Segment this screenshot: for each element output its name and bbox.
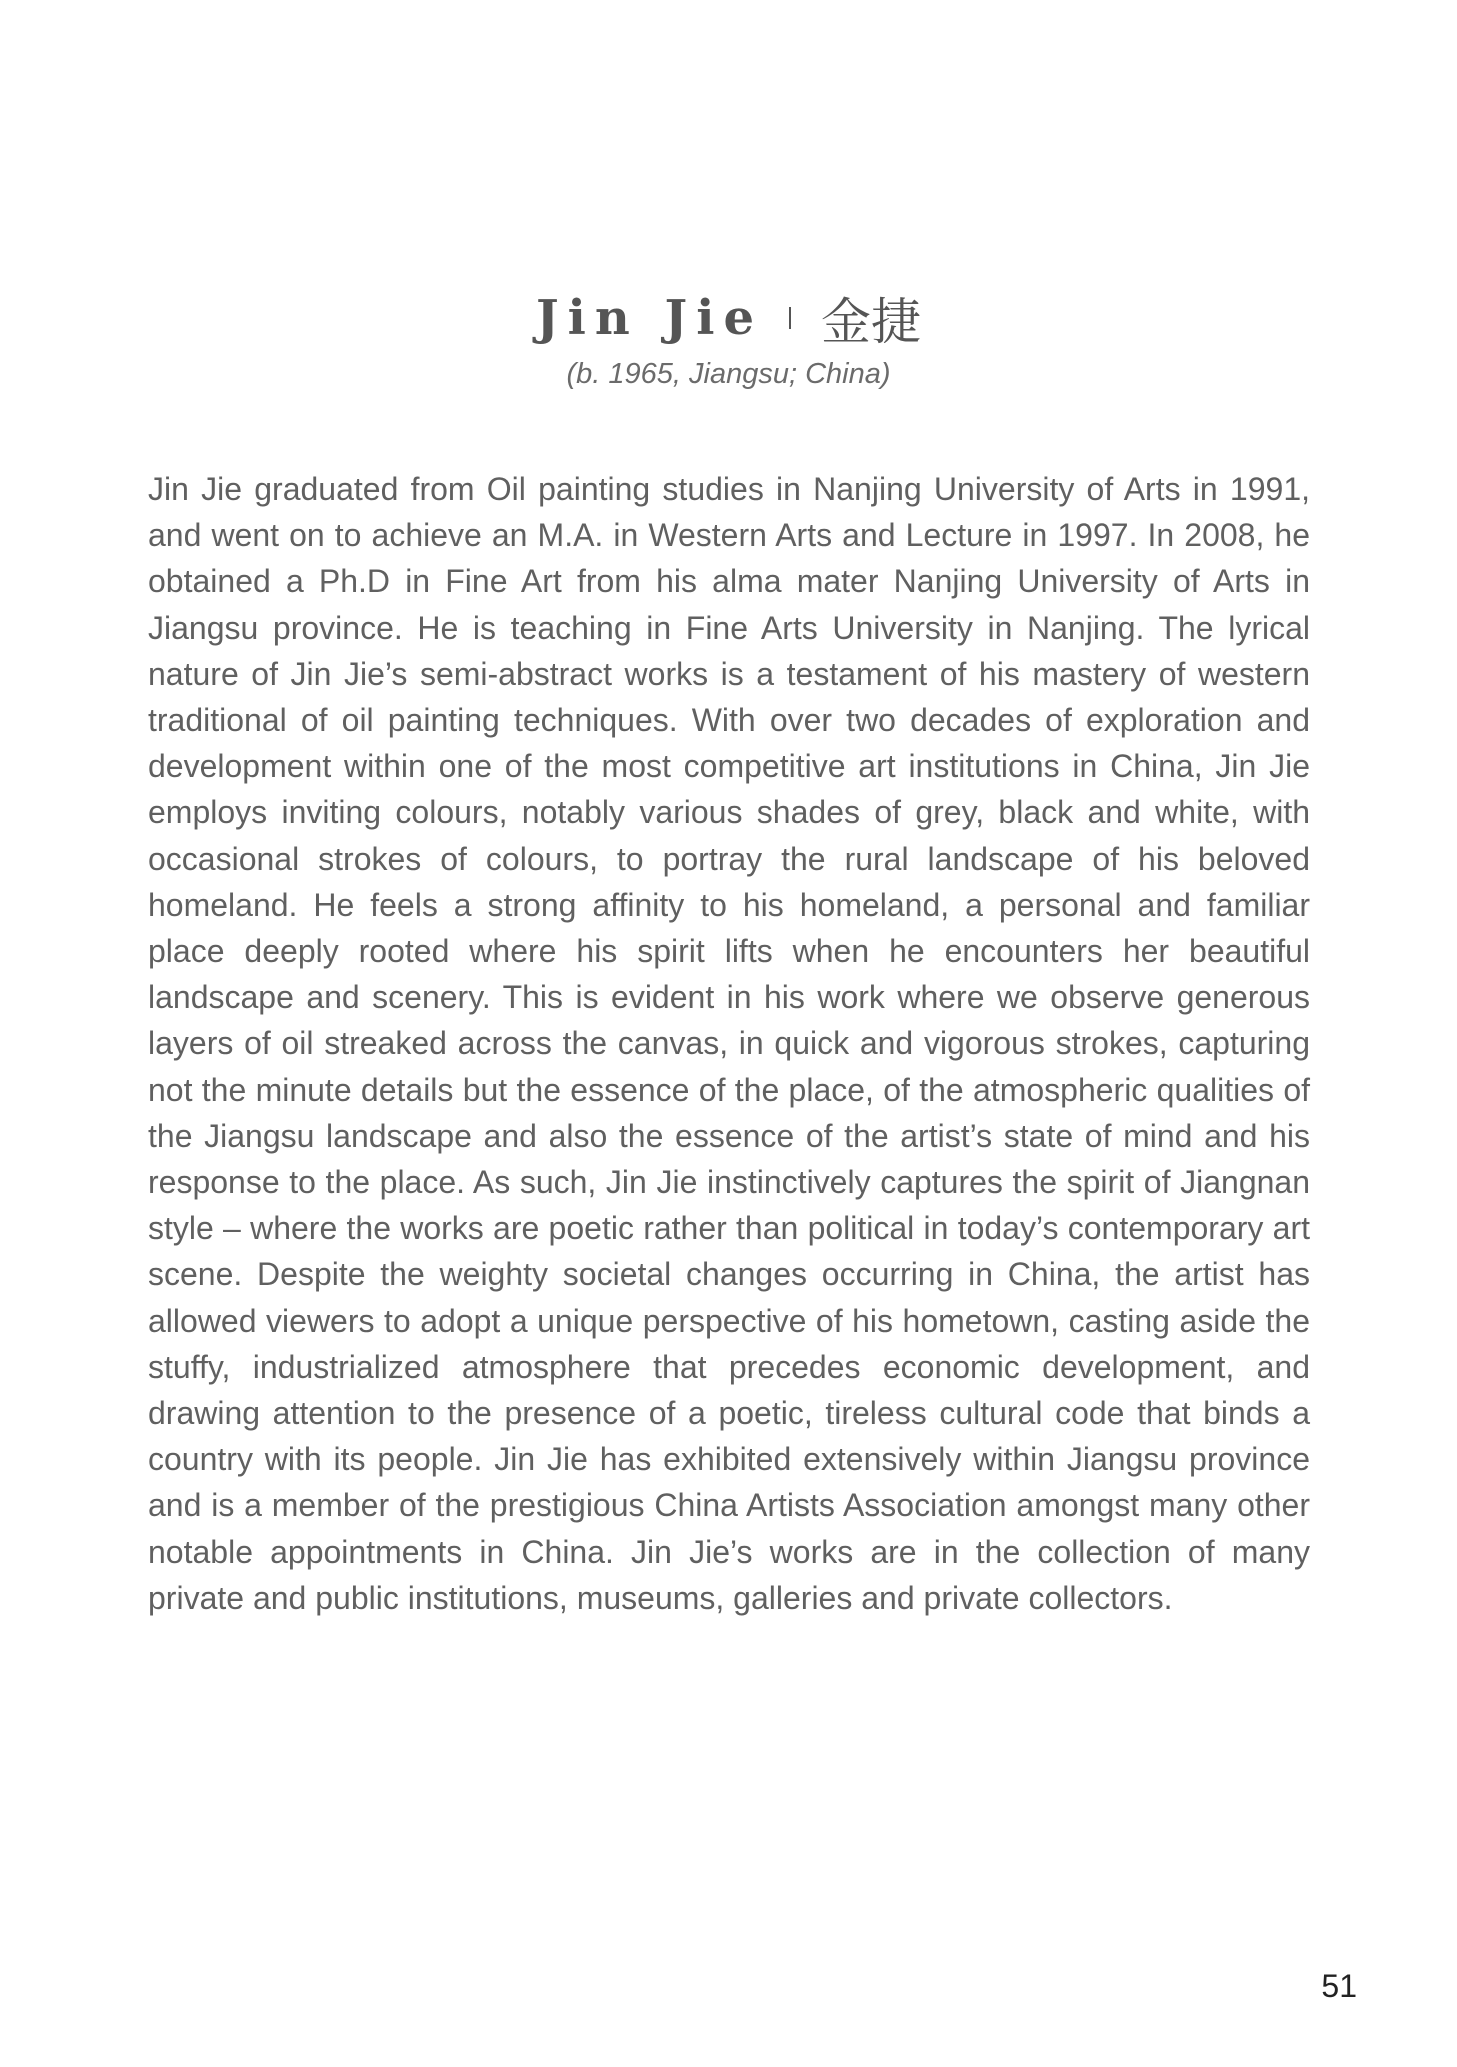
artist-chinese-name: 金捷 <box>821 293 922 351</box>
artist-biography: Jin Jie graduated from Oil painting studies in Nanjing University of Arts in 1991, and went on to achieve an M.A. in Western Arts and Lecture in 1997. In 2008, he obtained a Ph.D in Fine Art from his alma mater Nanjing University of Arts in Jiangsu province. He is teaching in Fine Arts University in Nanjing. The lyrical nature of Jin Jie’s semi-abstract works is a testament of his mastery of western traditional of oil painting techniques. With over two decades of exploration and development within one of the most competitive art institutions in China, Jin Jie employs inviting colours, notably various shades of grey, black and white, with occasional strokes of colours, to portray the rural landscape of his beloved homeland. He feels a strong affinity to his homeland, a personal and familiar place deeply rooted where his spirit lifts when he encounters her beautiful landscape and scenery. This is evident in his work where we observe generous layers of oil streaked across the canvas, in quick and vigorous strokes, capturing not the minute details but the essence of the place, of the atmospheric qualities of the Jiangsu landscape and also the essence of the artist’s state of mind and his response to the place. As such, Jin Jie instinctively captures the spirit of Jiangnan style – where the works are poetic rather than political in today’s contemporary art scene. Despite the weighty societal changes occurring in China, the artist has allowed viewers to adopt a unique perspective of his hometown, casting aside the stuffy, industrialized atmosphere that precedes economic development, and drawing attention to the presence of a poetic, tireless cultural code that binds a country with its people. Jin Jie has exhibited extensively within Jiangsu province and is a member of the prestigious China Artists Association amongst many other notable appointments in China. Jin Jie’s works are in the collection of many private and public institutions, museums, galleries and private collectors. <box>148 471 1310 1616</box>
artist-title <box>0 282 1457 354</box>
page-number: 51 <box>1321 1968 1357 2004</box>
artist-name: Jin Jie <box>535 290 764 346</box>
title-separator <box>789 307 791 329</box>
artist-birth-info: (b. 1965, Jiangsu; China) <box>566 358 891 390</box>
